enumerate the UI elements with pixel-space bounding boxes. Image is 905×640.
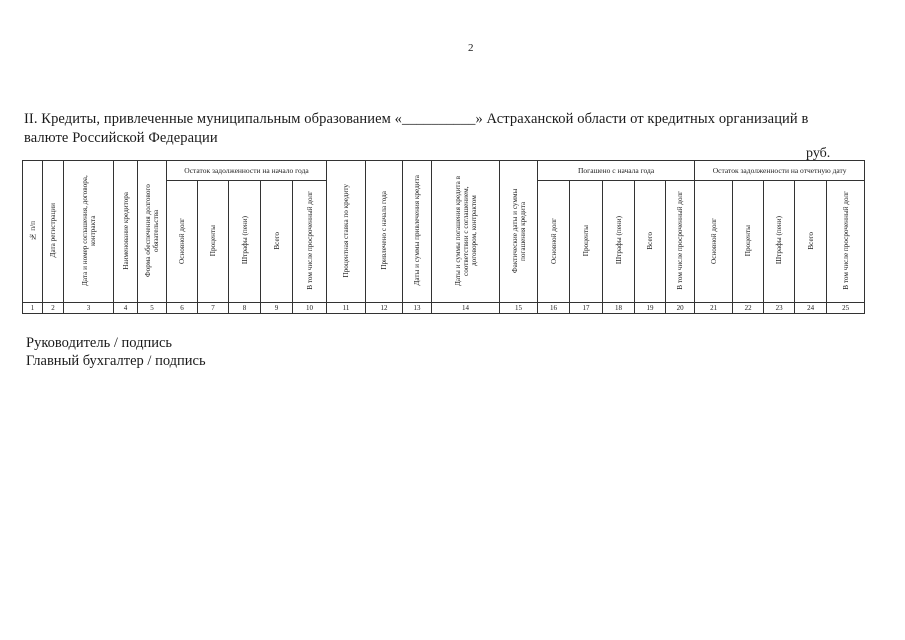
col-number: 25 bbox=[827, 303, 865, 314]
col-number: 14 bbox=[432, 303, 500, 314]
col-number: 10 bbox=[293, 303, 327, 314]
col-number: 24 bbox=[795, 303, 827, 314]
col-number: 20 bbox=[666, 303, 695, 314]
col-number: 18 bbox=[603, 303, 635, 314]
accountant-signature-line: Главный бухгалтер / подпись bbox=[26, 353, 206, 369]
col-header-4: Наименование кредитора bbox=[114, 161, 138, 303]
col-header-7: Проценты bbox=[198, 181, 229, 303]
col-number: 12 bbox=[366, 303, 403, 314]
col-header-20: В том числе просроченный долг bbox=[666, 181, 695, 303]
col-header-23: Штрафы (пени) bbox=[764, 181, 795, 303]
col-number: 4 bbox=[114, 303, 138, 314]
col-number: 13 bbox=[403, 303, 432, 314]
col-header-1: № п/п bbox=[23, 161, 43, 303]
col-header-25: В том числе просроченный долг bbox=[827, 181, 865, 303]
col-number: 9 bbox=[261, 303, 293, 314]
col-number: 6 bbox=[167, 303, 198, 314]
head-signature-line: Руководитель / подпись bbox=[26, 335, 173, 351]
col-number: 3 bbox=[64, 303, 114, 314]
col-header-10: В том числе просроченный долг bbox=[293, 181, 327, 303]
col-number: 2 bbox=[43, 303, 64, 314]
col-header-9: Всего bbox=[261, 181, 293, 303]
col-header-12: Привлечено с начала года bbox=[366, 161, 403, 303]
col-header-2: Дата регистрации bbox=[43, 161, 64, 303]
col-header-6: Основной долг bbox=[167, 181, 198, 303]
col-number: 17 bbox=[570, 303, 603, 314]
col-header-18: Штрафы (пени) bbox=[603, 181, 635, 303]
col-header-16: Основной долг bbox=[538, 181, 570, 303]
col-number: 7 bbox=[198, 303, 229, 314]
signature-block bbox=[26, 334, 206, 370]
col-header-24: Всего bbox=[795, 181, 827, 303]
col-header-3: Дата и номер соглашения, договора, контракта bbox=[64, 161, 114, 303]
col-number: 8 bbox=[229, 303, 261, 314]
group-header-start-balance: Остаток задолженности на начало года bbox=[167, 161, 327, 181]
group-header-end-balance: Остаток задолженности на отчетную дату bbox=[695, 161, 865, 181]
col-number: 23 bbox=[764, 303, 795, 314]
col-header-21: Основной долг bbox=[695, 181, 733, 303]
col-number: 11 bbox=[327, 303, 366, 314]
col-number: 22 bbox=[733, 303, 764, 314]
column-number-row bbox=[23, 303, 865, 314]
col-header-11: Процентная ставка по кредиту bbox=[327, 161, 366, 303]
currency-label: руб. bbox=[806, 146, 831, 161]
group-header-repaid: Погашено с начала года bbox=[538, 161, 695, 181]
page-number: 2 bbox=[468, 42, 474, 54]
col-number: 16 bbox=[538, 303, 570, 314]
col-number: 19 bbox=[635, 303, 666, 314]
col-header-19: Всего bbox=[635, 181, 666, 303]
col-header-15: Фактические даты и суммы погашения кредита bbox=[500, 161, 538, 303]
col-number: 5 bbox=[138, 303, 167, 314]
credits-table bbox=[22, 160, 865, 314]
section-title: II. Кредиты, привлеченные муниципальным образованием «__________» Астраханской области от кредитных организаций в валюте Российской Федерации bbox=[24, 111, 809, 146]
col-header-5: Форма обеспечения долгового обязательства bbox=[138, 161, 167, 303]
col-number: 21 bbox=[695, 303, 733, 314]
col-header-22: Проценты bbox=[733, 181, 764, 303]
col-header-13: Даты и суммы привлечения кредита bbox=[403, 161, 432, 303]
col-number: 15 bbox=[500, 303, 538, 314]
col-header-17: Проценты bbox=[570, 181, 603, 303]
col-number: 1 bbox=[23, 303, 43, 314]
col-header-14: Даты и суммы погашения кредита в соответствии с соглашением, договором, контрактом bbox=[432, 161, 500, 303]
col-header-8: Штрафы (пени) bbox=[229, 181, 261, 303]
